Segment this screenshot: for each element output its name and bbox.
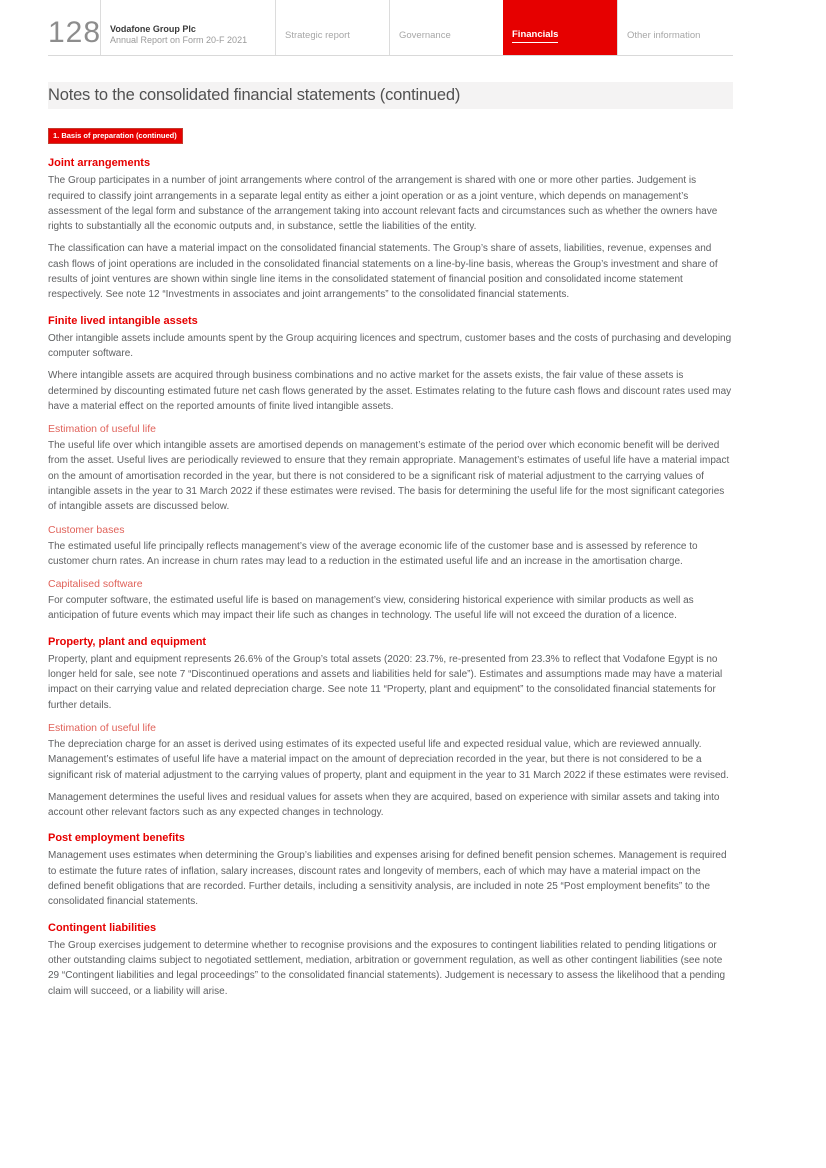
page-number-cell <box>48 0 100 55</box>
tab-other-information[interactable] <box>617 0 731 55</box>
tab-financials[interactable] <box>503 0 617 55</box>
page-number: 128 <box>48 16 102 49</box>
sub-heading: Estimation of useful life <box>48 721 156 734</box>
sub-heading: Customer bases <box>48 523 125 536</box>
report-title: Annual Report on Form 20-F 2021 <box>110 35 248 45</box>
title-band <box>48 82 733 109</box>
page-title: Notes to the consolidated financial statements (continued) <box>48 86 461 104</box>
paragraph: The Group exercises judgement to determine whether to recognise provisions and the exposures to contingent liabilities related to pending litigations or other outstanding claims subject to negotiated settlement, mediation, arbitration or government regulation, as well as other contingent liabilities (see note 29 “Contingent liabilities and legal proceedings” to the consolidated financial statements). Judgement is necessary to assess the likelihood that a pending claim will succeed, or a liability will arise. <box>48 939 726 997</box>
paragraph: The depreciation charge for an asset is derived using estimates of its expected useful life and expected residual value, which are reviewed annually. Management’s estimates of useful life have a material impact on the amount of depreciation recorded in the year, but there is not considered to be a significant risk of material adjustment to the carrying values of property, plant and equipment in the year to 31 March 2022 if these estimates were revised. <box>48 738 729 781</box>
tab-governance[interactable] <box>389 0 503 55</box>
paragraph: The Group participates in a number of joint arrangements where control of the arrangement is shared with one or more other parties. Judgement is required to classify joint arrangements in a separate legal entity as either a joint operation or as a joint venture, which depends on management’s assessment of the legal form and substance of the arrangement taking into account relevant facts and circumstances such as whether the owners have rights to substantially all the economic outputs and, in substance, settle the liabilities of the entity. <box>48 175 718 233</box>
company-name: Vodafone Group Plc <box>110 24 196 34</box>
tab-strategic-report[interactable] <box>275 0 389 55</box>
paragraph: Management uses estimates when determining the Group’s liabilities and expenses arising for defined benefit pension schemes. Management is required to estimate the future rates of inflation, salary increases, discount rates and longevity of members, each of which may have a material impact on the defined benefit obligations that are recorded. Further details, including a sensitivity analysis, are included in note 25 “Post employment benefits” to the consolidated financial statements. <box>48 850 727 908</box>
note-tag-badge: 1. Basis of preparation (continued) <box>48 128 183 144</box>
section-heading: Joint arrangements <box>48 157 151 170</box>
section-heading: Post employment benefits <box>48 832 185 845</box>
tab-label: Governance <box>399 29 451 41</box>
note-tag-row <box>48 125 733 144</box>
sub-heading: Capitalised software <box>48 578 143 591</box>
page-header <box>48 0 733 56</box>
tab-label: Financials <box>512 30 558 44</box>
section-heading: Finite lived intangible assets <box>48 314 198 327</box>
tab-label: Other information <box>627 29 701 41</box>
tab-label: Strategic report <box>285 29 350 41</box>
paragraph: The useful life over which intangible assets are amortised depends on management’s estimate of the period over which economic benefit will be derived from the asset. Useful lives are periodically reviewed to ensure that they remain appropriate. Management’s estimates of useful life have a material impact on the amount of amortisation recorded in the year, but there is not considered to be a significant risk of material adjustment to the carrying values of intangible assets in the year to 31 March 2022 if these estimates were revised. The basis for determining the useful life for the most significant categories of intangible assets are discussed below. <box>48 440 730 513</box>
paragraph: The classification can have a material impact on the consolidated financial statements. The Group’s share of assets, liabilities, revenue, expenses and cash flows of joint operations are included in the consolidated financial statements on a line-by-line basis, whereas the Group’s investment and share of results of joint ventures are shown within single line items in the consolidated statement of financial position and consolidated income statement respectively. See note 12 “Investments in associates and joint arrangements” to the consolidated financial statements. <box>48 243 718 301</box>
paragraph: For computer software, the estimated useful life is based on management’s view, considering historical experience with similar products as well as anticipation of future events which may impact their life such as changes in technology. The useful life will not exceed the duration of a licence. <box>48 595 694 622</box>
report-info <box>100 0 275 55</box>
paragraph: Where intangible assets are acquired through business combinations and no active market for the assets exists, the fair value of these assets is determined by discounting estimated future net cash flows generated by the asset. Estimates relating to the future cash flows and discount rates used may have a material effect on the reported amounts of finite lived intangible assets. <box>48 370 732 412</box>
section-heading: Property, plant and equipment <box>48 635 207 648</box>
paragraph: Management determines the useful lives and residual values for assets when they are acquired, based on experience with similar assets and taking into account other relevant factors such as any expected changes in technology. <box>48 791 720 819</box>
note-content <box>48 156 733 999</box>
paragraph: Other intangible assets include amounts spent by the Group acquiring licences and spectrum, customer bases and the costs of purchasing and developing computer software. <box>48 332 732 359</box>
paragraph: Property, plant and equipment represents 26.6% of the Group’s total assets (2020: 23.7%, re-presented from 23.3% to reflect that Vodafone Egypt is no longer held for sale, see note 7 “Discontinued operations and assets and liabilities held for sale”). Estimates and assumptions made may have a material impact on their carrying value and related depreciation charge. See note 11 “Property, plant and equipment” to the consolidated financial statements for further details. <box>48 653 723 711</box>
section-heading: Contingent liabilities <box>48 921 157 934</box>
paragraph: The estimated useful life principally reflects management’s view of the average economic life of the customer base and is assessed by reference to customer churn rates. An increase in churn rates may lead to a reduction in the estimated useful life and an increase in the amortisation charge. <box>48 540 698 567</box>
header-tabs <box>275 0 733 55</box>
sub-heading: Estimation of useful life <box>48 423 156 436</box>
